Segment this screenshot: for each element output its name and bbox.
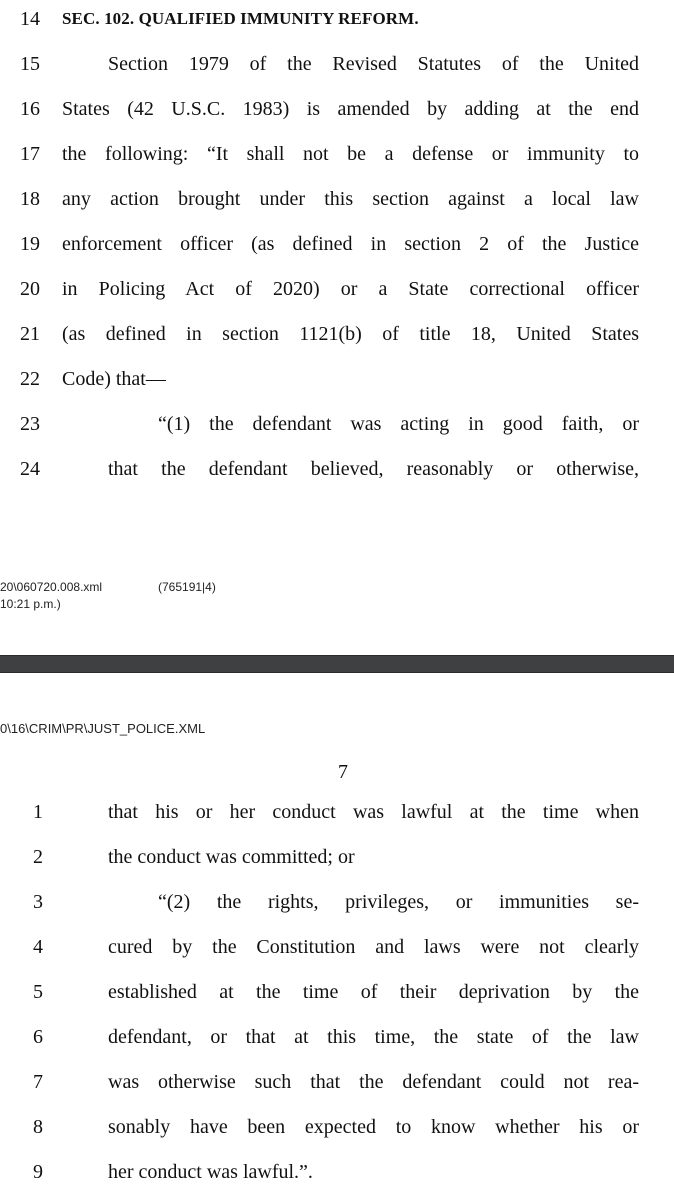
header-file-path: 0\16\CRIM\PR\JUST_POLICE.XML bbox=[0, 721, 206, 736]
line-text: established at the time of their deprivation by the bbox=[108, 981, 639, 1003]
section-heading: SEC. 102. QUALIFIED IMMUNITY REFORM. bbox=[62, 9, 419, 28]
text-line bbox=[0, 274, 674, 304]
line-number: 23 bbox=[20, 413, 40, 435]
footer-job-code: (765191|4) bbox=[158, 580, 216, 594]
text-line bbox=[0, 139, 674, 169]
line-number: 18 bbox=[20, 188, 40, 210]
text-line bbox=[0, 364, 674, 394]
text-line bbox=[0, 797, 674, 827]
page-number: 7 bbox=[338, 761, 348, 783]
footer-file-name: 20\060720.008.xml bbox=[0, 580, 103, 594]
line-text: was otherwise such that the defendant could not rea- bbox=[108, 1071, 639, 1093]
line-number: 22 bbox=[20, 368, 40, 390]
line-text: “(2) the rights, privileges, or immunities se- bbox=[158, 891, 639, 913]
line-text: Code) that— bbox=[62, 368, 166, 390]
line-number: 3 bbox=[33, 891, 43, 913]
text-line bbox=[0, 1022, 674, 1052]
text-line bbox=[0, 94, 674, 124]
text-line bbox=[0, 842, 674, 872]
line-text: “(1) the defendant was acting in good faith, or bbox=[158, 413, 639, 435]
line-number: 2 bbox=[33, 846, 43, 868]
text-line bbox=[0, 1112, 674, 1142]
line-number: 9 bbox=[33, 1161, 43, 1183]
text-line bbox=[0, 319, 674, 349]
line-text: that the defendant believed, reasonably or otherwise, bbox=[108, 458, 639, 480]
line-number: 4 bbox=[33, 936, 43, 958]
page-separator bbox=[0, 655, 674, 673]
text-line bbox=[0, 454, 674, 484]
line-number: 21 bbox=[20, 323, 40, 345]
text-line bbox=[0, 1067, 674, 1097]
line-number: 20 bbox=[20, 278, 40, 300]
line-number: 19 bbox=[20, 233, 40, 255]
line-number: 15 bbox=[20, 53, 40, 75]
line-text: cured by the Constitution and laws were not clearly bbox=[108, 936, 639, 958]
line-number: 1 bbox=[33, 801, 43, 823]
line-text: (as defined in section 1121(b) of title 18, United States bbox=[62, 323, 639, 345]
text-line bbox=[0, 977, 674, 1007]
line-text: enforcement officer (as defined in section 2 of the Justice bbox=[62, 233, 639, 255]
heading-line bbox=[0, 4, 674, 34]
line-text: sonably have been expected to know whether his or bbox=[108, 1116, 639, 1138]
text-line bbox=[0, 887, 674, 917]
footer-timestamp: 10:21 p.m.) bbox=[0, 597, 61, 611]
text-line bbox=[0, 184, 674, 214]
line-text: the conduct was committed; or bbox=[108, 846, 355, 868]
text-line bbox=[0, 932, 674, 962]
document-page-7 bbox=[0, 673, 674, 1200]
line-number: 7 bbox=[33, 1071, 43, 1093]
text-line bbox=[0, 1157, 674, 1187]
line-text: her conduct was lawful.”. bbox=[108, 1161, 313, 1183]
line-number: 14 bbox=[20, 8, 40, 30]
line-text: the following: “It shall not be a defense or immunity to bbox=[62, 143, 639, 165]
text-line bbox=[0, 49, 674, 79]
line-text: States (42 U.S.C. 1983) is amended by adding at the end bbox=[62, 98, 639, 120]
line-text: any action brought under this section against a local law bbox=[62, 188, 639, 210]
line-number: 24 bbox=[20, 458, 40, 480]
line-text: defendant, or that at this time, the state of the law bbox=[108, 1026, 639, 1048]
text-line bbox=[0, 229, 674, 259]
text-line bbox=[0, 409, 674, 439]
line-number: 6 bbox=[33, 1026, 43, 1048]
line-number: 17 bbox=[20, 143, 40, 165]
line-number: 5 bbox=[33, 981, 43, 1003]
line-text: that his or her conduct was lawful at the time when bbox=[108, 801, 639, 823]
line-number: 8 bbox=[33, 1116, 43, 1138]
line-text: Section 1979 of the Revised Statutes of the United bbox=[108, 53, 639, 75]
line-number: 16 bbox=[20, 98, 40, 120]
line-text: in Policing Act of 2020) or a State correctional officer bbox=[62, 278, 639, 300]
